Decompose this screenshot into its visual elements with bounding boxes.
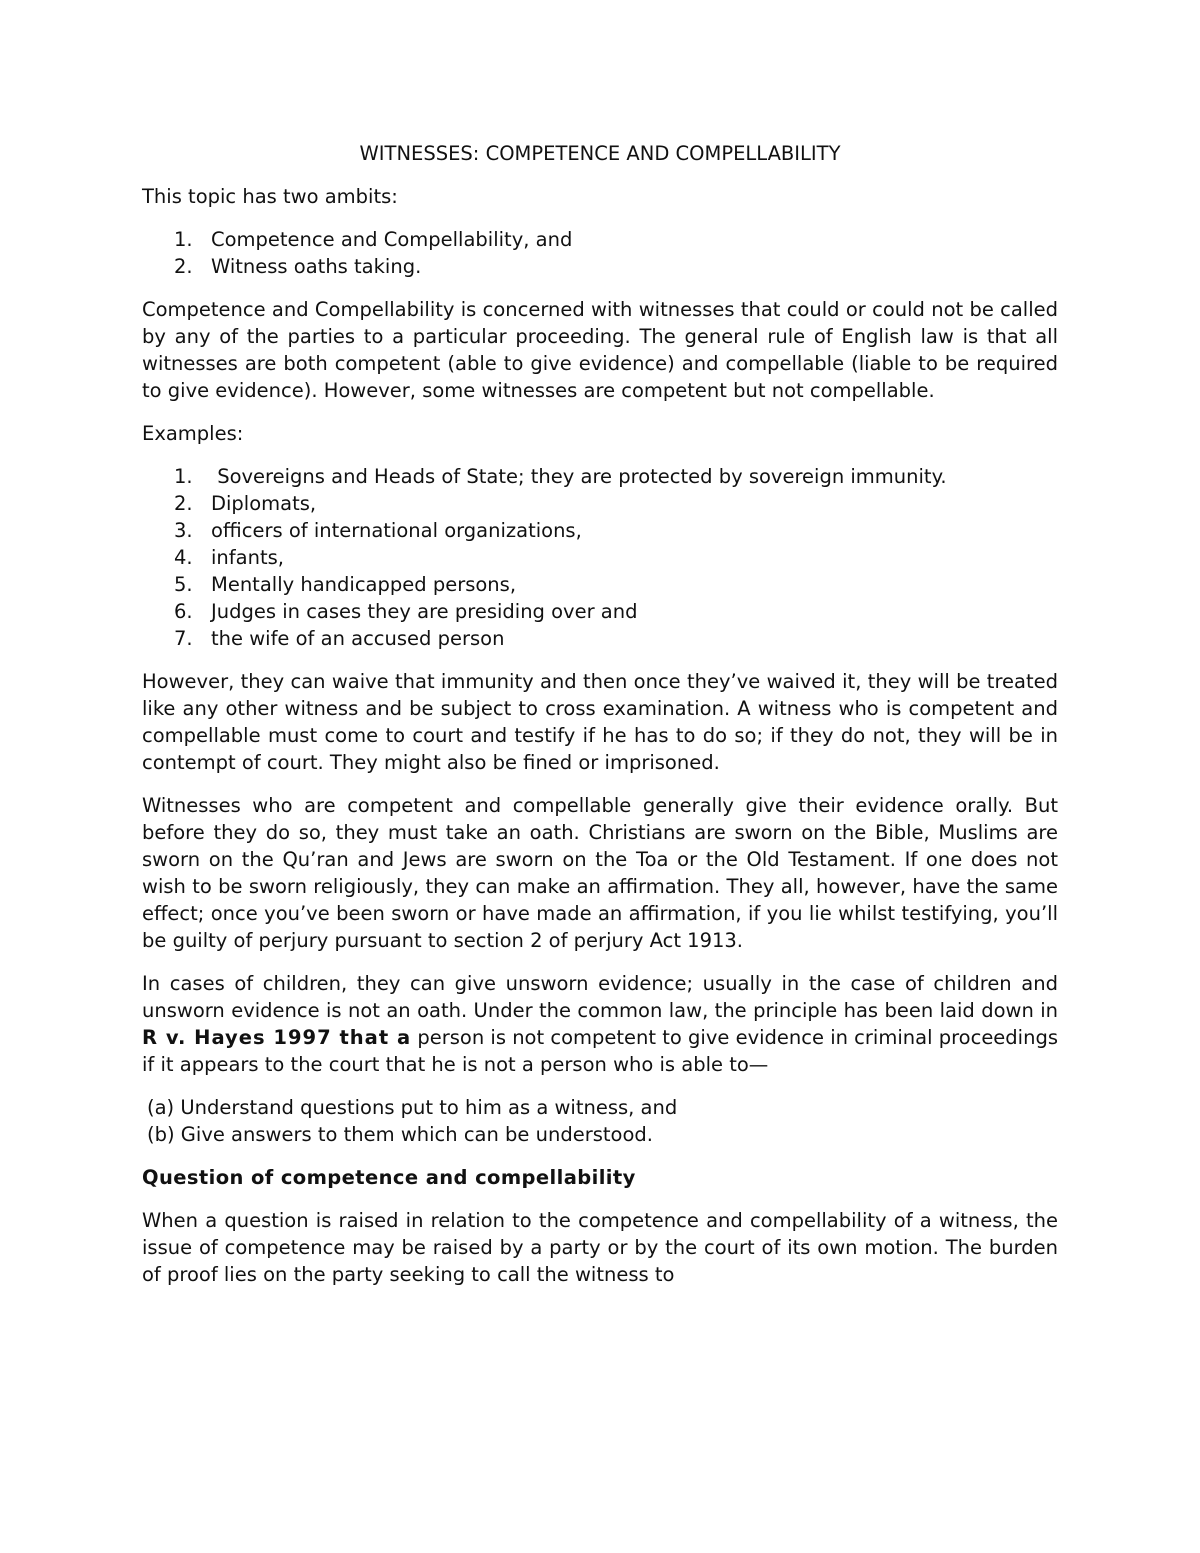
case-citation: R v. Hayes 1997 that a: [142, 1026, 412, 1049]
paragraph-question: When a question is raised in relation to the competence and compellability of a witness, the issue of competence may be raised by a party or by the court of its own motion. The burden of proof lies on the party seeking to call the witness to: [142, 1209, 1058, 1286]
list-item-text: the wife of an accused person: [211, 627, 505, 650]
paragraph-text: person is not competent to give evidence in criminal proceedings if it appears to the court that he is not a person who is able to—: [142, 1026, 1059, 1076]
paragraph-text: In cases of children, they can give unsworn evidence; usually in the case of children and unsworn evidence is not an oath. Under the common law, the principle has been laid down in: [142, 972, 1058, 1022]
list-item: [142, 463, 1058, 490]
examples-list: [142, 463, 1058, 652]
list-number: 2.: [174, 492, 193, 515]
list-item: [142, 598, 1058, 625]
list-number: 2.: [174, 255, 193, 278]
conditions-list: [142, 1094, 1058, 1148]
list-item: [142, 490, 1058, 517]
paragraph-oaths: Witnesses who are competent and compellable generally give their evidence orally. But before they do so, they must take an oath. Christians are sworn on the Bible, Muslims are sworn on the Qu’ran and Jews are sworn on the Toa or the Old Testament. If one does not wish to be sworn religiously, they can make an affirmation. They all, however, have the same effect; once you’ve been sworn or have made an affirmation, if you lie whilst testifying, you’ll be guilty of perjury pursuant to section 2 of perjury Act 1913.: [142, 794, 1058, 952]
list-number: 5.: [174, 573, 193, 596]
list-number: 6.: [174, 600, 193, 623]
list-number: 7.: [174, 627, 193, 650]
document-title: WITNESSES: COMPETENCE AND COMPELLABILITY: [359, 142, 841, 165]
list-number: 3.: [174, 519, 193, 542]
list-number: 1.: [174, 228, 193, 251]
paragraph-children: [142, 970, 1058, 1078]
list-item-text: Witness oaths taking.: [211, 255, 422, 278]
list-number: 1.: [174, 465, 193, 488]
paragraph-waiver: However, they can waive that immunity and then once they’ve waived it, they will be treated like any other witness and be subject to cross examination. A witness who is competent and compellable must come to court and testify if he has to do so; if they do not, they will be in contempt of court. They might also be fined or imprisoned.: [142, 670, 1058, 774]
list-item: (a) Understand questions put to him as a witness, and: [147, 1096, 678, 1119]
list-item: [142, 571, 1058, 598]
list-item-text: Judges in cases they are presiding over and: [211, 600, 638, 623]
list-item: (b) Give answers to them which can be understood.: [147, 1123, 653, 1146]
section-heading: Question of competence and compellability: [142, 1166, 636, 1189]
list-item-text: Competence and Compellability, and: [211, 228, 573, 251]
list-number: 4.: [174, 546, 193, 569]
list-item-text: Mentally handicapped persons,: [211, 573, 517, 596]
examples-label: Examples:: [142, 422, 244, 445]
list-item: [142, 544, 1058, 571]
ambits-list: [142, 226, 1058, 280]
intro-text: This topic has two ambits:: [142, 185, 398, 208]
list-item: [142, 625, 1058, 652]
paragraph-competence: Competence and Compellability is concerned with witnesses that could or could not be called by any of the parties to a particular proceeding. The general rule of English law is that all witnesses are both competent (able to give evidence) and compellable (liable to be required to give evidence). However, some witnesses are competent but not compellable.: [142, 298, 1058, 402]
list-item: [142, 226, 1058, 253]
list-item-text: Sovereigns and Heads of State; they are protected by sovereign immunity.: [211, 465, 947, 488]
list-item: [142, 253, 1058, 280]
list-item-text: Diplomats,: [211, 492, 317, 515]
list-item-text: infants,: [211, 546, 284, 569]
list-item: [142, 517, 1058, 544]
list-item-text: officers of international organizations,: [211, 519, 582, 542]
